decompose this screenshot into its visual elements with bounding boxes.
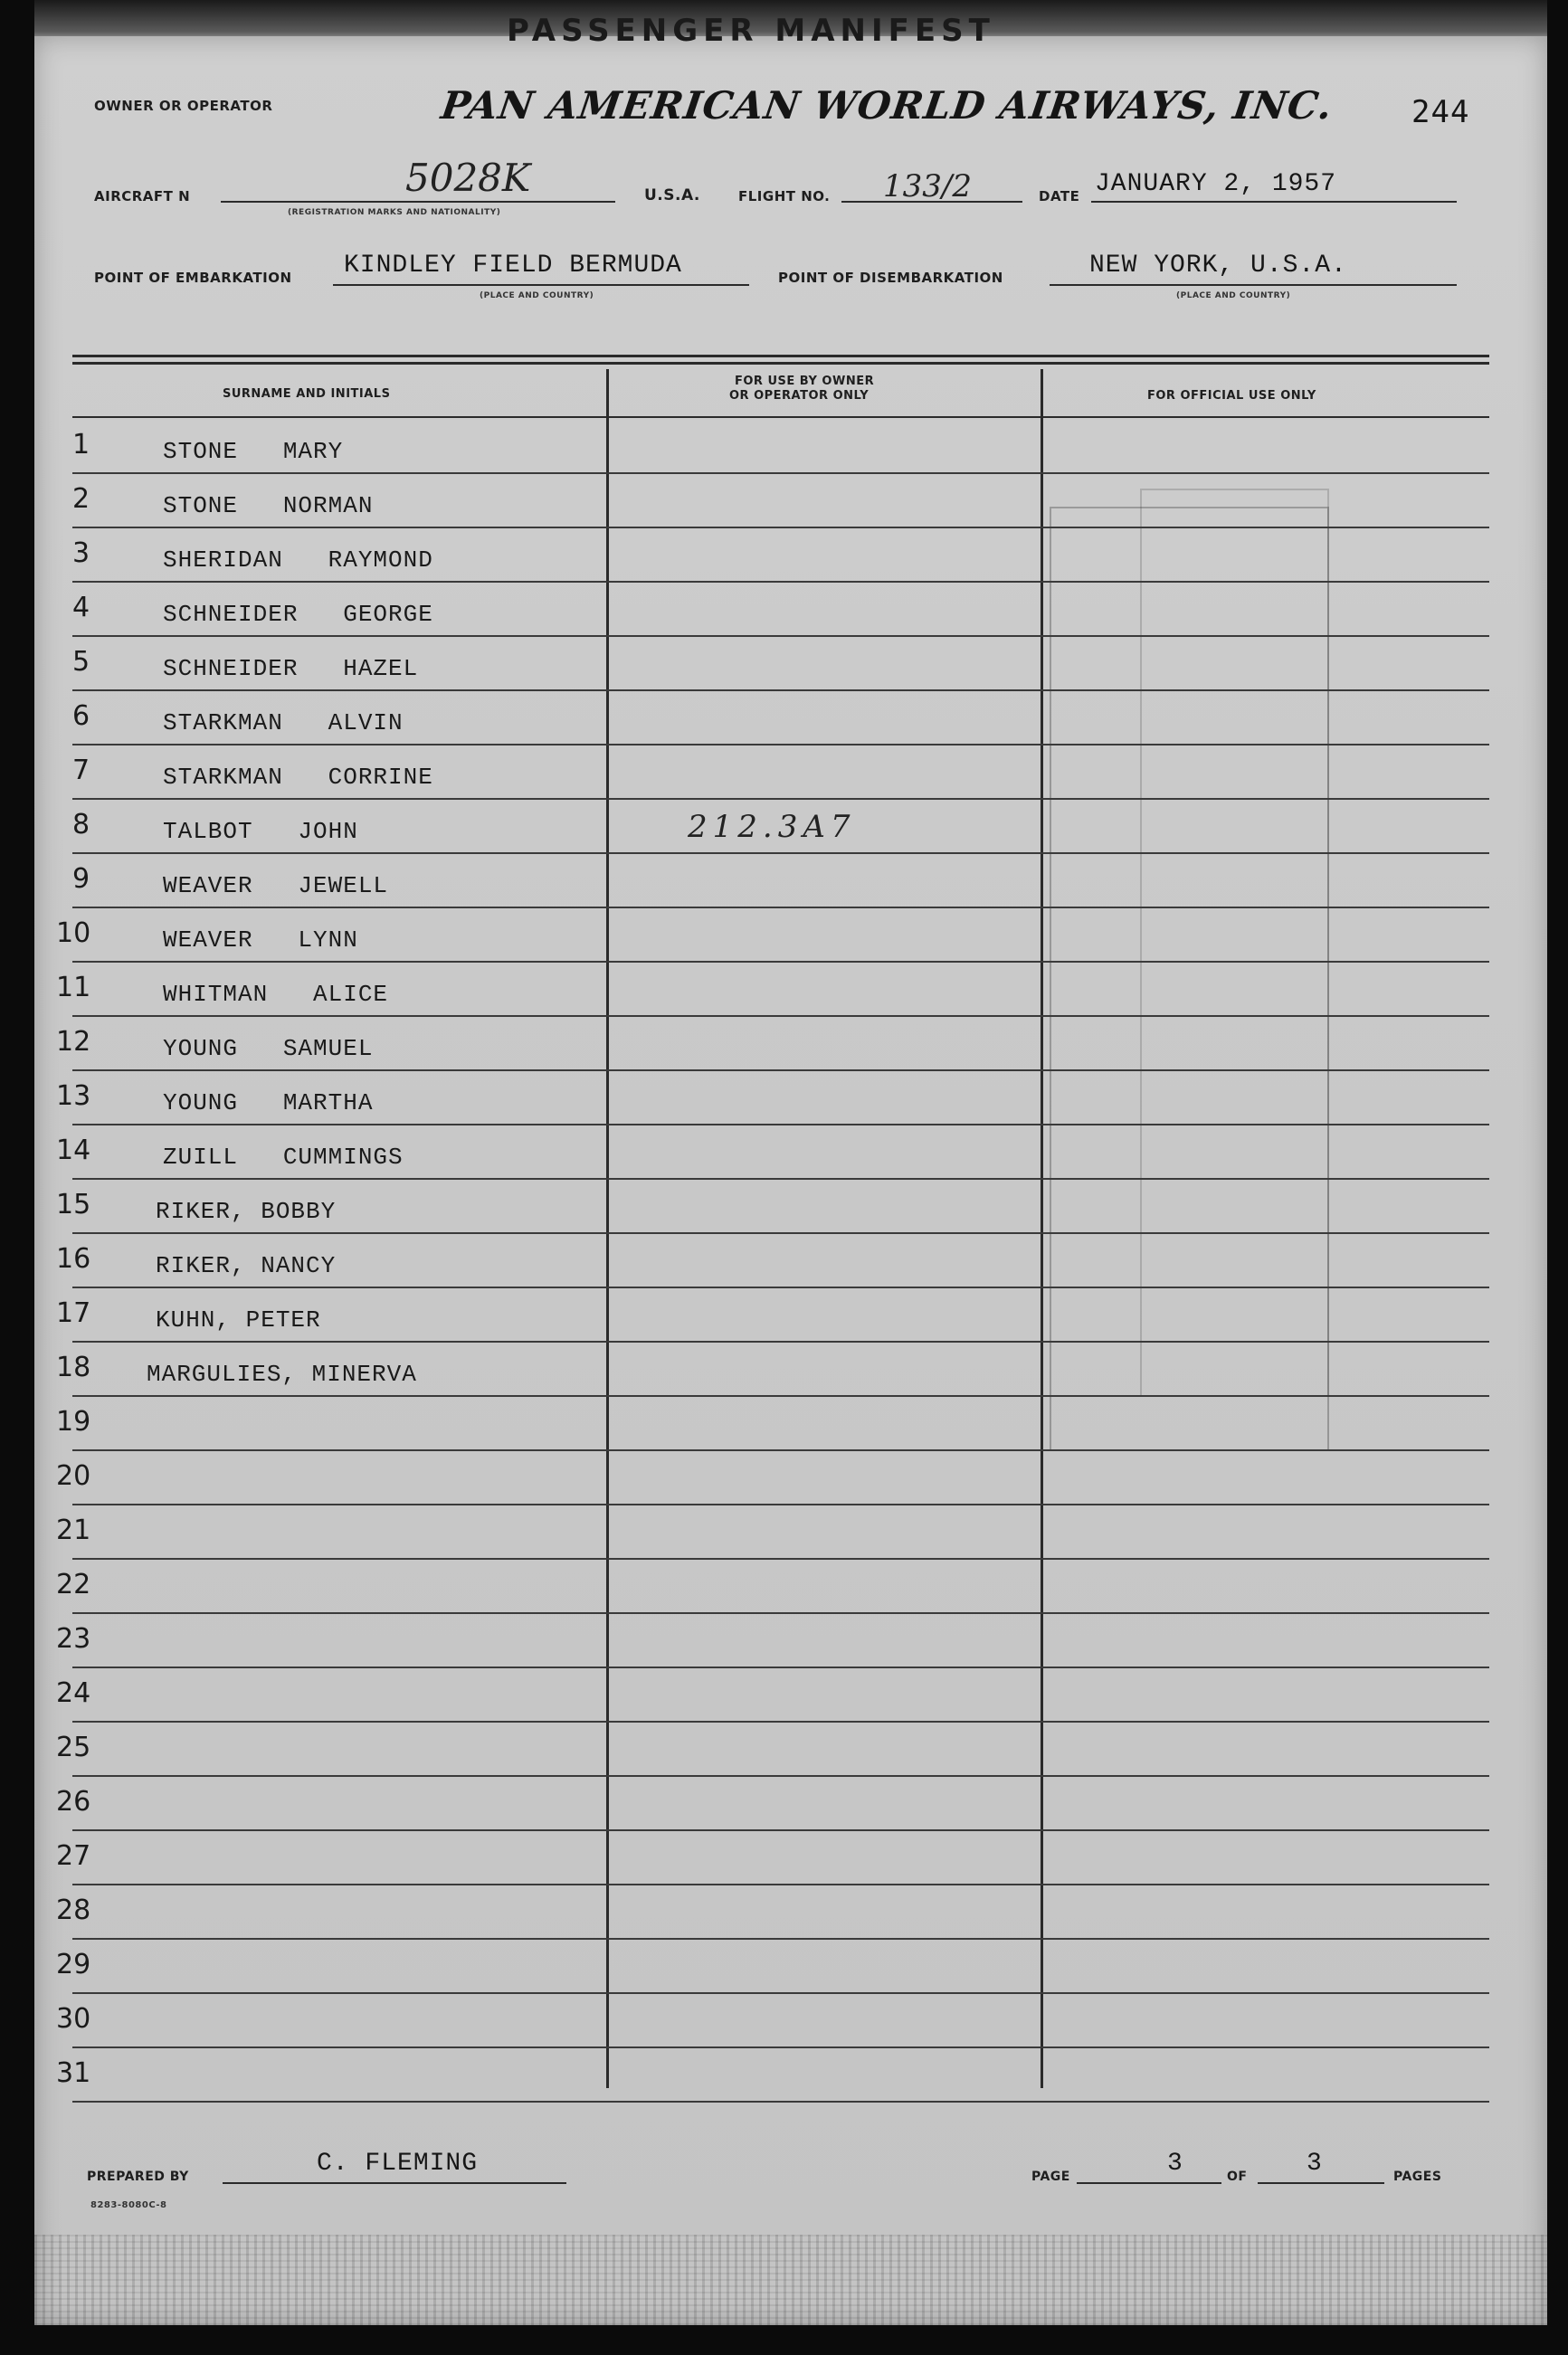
embark-underline [333, 284, 749, 286]
owner-label: OWNER OR OPERATOR [94, 98, 273, 114]
row-rule [72, 1449, 1489, 1451]
table-top-rule [72, 355, 1489, 357]
page-number: 244 [1411, 94, 1470, 130]
row-number: 4 [72, 592, 90, 623]
airline-name: PAN AMERICAN WORLD AIRWAYS, INC. [438, 83, 1336, 128]
row-number: 3 [72, 537, 90, 569]
row-rule [72, 852, 1489, 854]
aircraft-label: AIRCRAFT N [94, 188, 191, 204]
row-number: 8 [72, 809, 90, 840]
row-rule [72, 1829, 1489, 1831]
embark-value: KINDLEY FIELD BERMUDA [344, 252, 682, 280]
row-rule [72, 2101, 1489, 2103]
row-number: 21 [56, 1515, 91, 1546]
row-number: 18 [56, 1352, 91, 1383]
row-number: 10 [56, 917, 91, 949]
row-number: 14 [56, 1135, 91, 1166]
of-label: OF [1227, 2170, 1248, 2184]
row-number: 13 [56, 1080, 91, 1112]
manifest-title: PASSENGER MANIFEST [507, 13, 995, 49]
row-number: 5 [72, 646, 90, 678]
col-header-owner-2: OR OPERATOR ONLY [729, 389, 870, 403]
registration-note: (REGISTRATION MARKS AND NATIONALITY) [288, 208, 501, 217]
passenger-name: YOUNG SAMUEL [163, 1035, 374, 1062]
row-rule [72, 689, 1489, 691]
page-value: 3 [1167, 2150, 1183, 2178]
row-rule [72, 1504, 1489, 1505]
row-rule [72, 798, 1489, 800]
row-number: 6 [72, 700, 90, 732]
row-rule [72, 1667, 1489, 1668]
passenger-name: ZUILL CUMMINGS [163, 1144, 404, 1171]
row-rule [72, 1884, 1489, 1885]
row-number: 24 [56, 1677, 91, 1709]
row-number: 30 [56, 2003, 91, 2035]
passenger-name: SCHNEIDER GEORGE [163, 601, 433, 628]
row-number: 20 [56, 1460, 91, 1492]
aircraft-number: 5028K [405, 156, 531, 200]
row-rule [72, 961, 1489, 963]
row-number: 17 [56, 1297, 91, 1329]
row-rule [72, 1938, 1489, 1940]
row-rule [72, 1341, 1489, 1343]
col-header-surname: SURNAME AND INITIALS [223, 387, 391, 401]
row-number: 31 [56, 2057, 91, 2089]
row-rule [72, 1721, 1489, 1723]
of-underline [1258, 2182, 1384, 2184]
passenger-name: MARGULIES, MINERVA [147, 1361, 417, 1388]
passenger-name: STARKMAN ALVIN [163, 709, 404, 736]
handwritten-note: 212.3A7 [688, 809, 856, 845]
passenger-name: RIKER, BOBBY [156, 1198, 337, 1225]
country: U.S.A. [644, 186, 700, 204]
row-number: 1 [72, 429, 90, 461]
passenger-name: SCHNEIDER HAZEL [163, 655, 419, 682]
col-header-official: FOR OFFICIAL USE ONLY [1147, 389, 1316, 403]
row-number: 12 [56, 1026, 91, 1058]
row-number: 29 [56, 1949, 91, 1980]
flight-label: FLIGHT NO. [738, 188, 831, 204]
page-label: PAGE [1031, 2170, 1070, 2184]
passenger-name: STARKMAN CORRINE [163, 764, 433, 791]
row-rule [72, 1395, 1489, 1397]
row-number: 28 [56, 1894, 91, 1926]
table-top-rule-2 [72, 362, 1489, 365]
row-rule [72, 527, 1489, 528]
passenger-name: WEAVER JEWELL [163, 872, 389, 899]
passenger-name: STONE NORMAN [163, 492, 374, 519]
passenger-name: WHITMAN ALICE [163, 981, 389, 1008]
passenger-name: KUHN, PETER [156, 1306, 321, 1334]
date-value: JANUARY 2, 1957 [1095, 170, 1337, 198]
header-bottom-rule [72, 416, 1489, 418]
page-underline [1077, 2182, 1221, 2184]
row-rule [72, 1178, 1489, 1180]
prepared-underline [223, 2182, 566, 2184]
row-rule [72, 1992, 1489, 1994]
prepared-label: PREPARED BY [87, 2170, 189, 2184]
passenger-name: WEAVER LYNN [163, 926, 358, 954]
row-rule [72, 907, 1489, 908]
row-rule [72, 472, 1489, 474]
passenger-name: RIKER, NANCY [156, 1252, 337, 1279]
faded-stamp-inner [1140, 489, 1329, 1397]
row-number: 23 [56, 1623, 91, 1655]
row-rule [72, 1612, 1489, 1614]
embark-note: (PLACE AND COUNTRY) [480, 291, 594, 300]
row-number: 15 [56, 1189, 91, 1220]
pages-label: PAGES [1393, 2170, 1442, 2184]
passenger-name: YOUNG MARTHA [163, 1089, 374, 1116]
row-rule [72, 1015, 1489, 1017]
form-code: 8283-8080C-8 [90, 2200, 167, 2210]
row-rule [72, 744, 1489, 745]
date-label: DATE [1039, 188, 1080, 204]
row-rule [72, 1287, 1489, 1288]
row-number: 2 [72, 483, 90, 515]
disembark-value: NEW YORK, U.S.A. [1089, 252, 1347, 280]
embark-label: POINT OF EMBARKATION [94, 270, 292, 286]
row-number: 26 [56, 1786, 91, 1818]
row-number: 16 [56, 1243, 91, 1275]
row-number: 25 [56, 1732, 91, 1763]
date-underline [1091, 201, 1457, 203]
row-rule [72, 2046, 1489, 2048]
flight-number: 133/2 [883, 168, 972, 204]
passenger-name: TALBOT JOHN [163, 818, 358, 845]
passenger-name: STONE MARY [163, 438, 344, 465]
scan-noise [34, 2235, 1547, 2325]
col-header-owner-1: FOR USE BY OWNER [735, 375, 875, 388]
row-rule [72, 581, 1489, 583]
row-number: 9 [72, 863, 90, 895]
row-rule [72, 1232, 1489, 1234]
row-number: 22 [56, 1569, 91, 1600]
row-number: 27 [56, 1840, 91, 1872]
disembark-note: (PLACE AND COUNTRY) [1176, 291, 1291, 300]
disembark-label: POINT OF DISEMBARKATION [778, 270, 1003, 286]
row-rule [72, 1069, 1489, 1071]
row-number: 19 [56, 1406, 91, 1438]
passenger-name: SHERIDAN RAYMOND [163, 546, 433, 574]
prepared-by: C. FLEMING [317, 2150, 479, 2178]
row-rule [72, 1124, 1489, 1125]
row-rule [72, 635, 1489, 637]
row-rule [72, 1775, 1489, 1777]
disembark-underline [1050, 284, 1457, 286]
of-value: 3 [1307, 2150, 1323, 2178]
aircraft-underline [221, 201, 615, 203]
row-number: 11 [56, 972, 91, 1003]
row-number: 7 [72, 755, 90, 786]
row-rule [72, 1558, 1489, 1560]
